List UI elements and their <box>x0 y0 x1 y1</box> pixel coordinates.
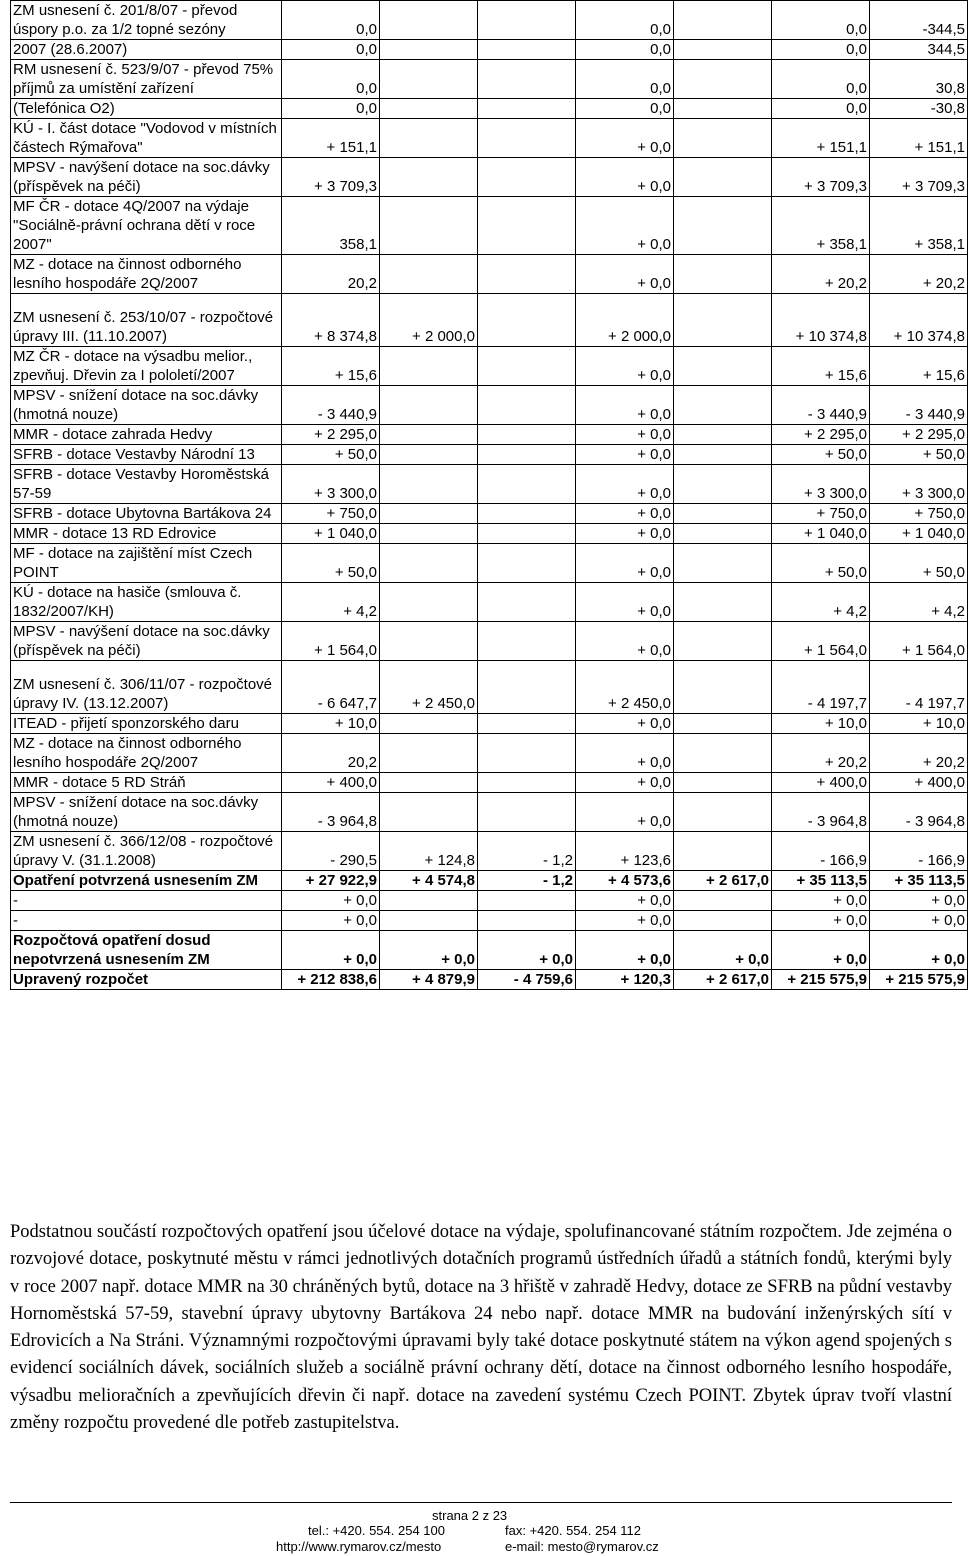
table-row <box>11 832 968 871</box>
value-cell: + 3 709,3 <box>870 158 968 197</box>
value-cell <box>478 445 576 465</box>
value-cell <box>380 583 478 622</box>
table-row <box>11 386 968 425</box>
value-cell: + 1 040,0 <box>282 524 380 544</box>
value-cell <box>674 661 772 714</box>
row-label-cell: MZ ČR - dotace na výsadbu melior., zpevňuj. Dřevin za I pololetí/2007 <box>11 347 282 386</box>
row-label-cell: MMR - dotace 5 RD Stráň <box>11 773 282 793</box>
value-cell: - 4 197,7 <box>772 661 870 714</box>
value-cell <box>380 911 478 931</box>
table-row <box>11 583 968 622</box>
value-cell: 0,0 <box>282 1 380 40</box>
row-label-cell: KÚ - dotace na hasiče (smlouva č. 1832/2007/KH) <box>11 583 282 622</box>
value-cell: 20,2 <box>282 734 380 773</box>
value-cell: + 4 879,9 <box>380 970 478 990</box>
value-cell <box>478 1 576 40</box>
value-cell: + 15,6 <box>870 347 968 386</box>
value-cell: 0,0 <box>576 99 674 119</box>
table-row <box>11 40 968 60</box>
table-row <box>11 911 968 931</box>
value-cell: 0,0 <box>576 1 674 40</box>
table-row <box>11 871 968 891</box>
value-cell: + 0,0 <box>576 734 674 773</box>
row-label-cell: 2007 (28.6.2007) <box>11 40 282 60</box>
value-cell: + 0,0 <box>772 891 870 911</box>
value-cell: + 20,2 <box>870 255 968 294</box>
value-cell: + 20,2 <box>772 734 870 773</box>
value-cell <box>380 524 478 544</box>
value-cell <box>380 119 478 158</box>
value-cell <box>674 891 772 911</box>
table-row <box>11 714 968 734</box>
row-label-cell: MPSV - navýšení dotace na soc.dávky (příspěvek na péči) <box>11 158 282 197</box>
value-cell <box>674 445 772 465</box>
value-cell: 0,0 <box>772 1 870 40</box>
value-cell <box>674 583 772 622</box>
value-cell: + 0,0 <box>576 386 674 425</box>
value-cell <box>380 773 478 793</box>
value-cell <box>674 197 772 255</box>
value-cell: + 50,0 <box>870 544 968 583</box>
value-cell: + 4,2 <box>282 583 380 622</box>
value-cell <box>478 465 576 504</box>
value-cell <box>478 544 576 583</box>
value-cell <box>380 386 478 425</box>
value-cell <box>674 255 772 294</box>
value-cell: + 35 113,5 <box>870 871 968 891</box>
value-cell: + 2 295,0 <box>772 425 870 445</box>
value-cell: + 10,0 <box>282 714 380 734</box>
value-cell: 0,0 <box>576 60 674 99</box>
row-label-cell: ZM usnesení č. 253/10/07 - rozpočtové úpravy III. (11.10.2007) <box>11 294 282 347</box>
table-row <box>11 99 968 119</box>
value-cell <box>380 347 478 386</box>
value-cell: + 50,0 <box>282 544 380 583</box>
value-cell: + 0,0 <box>576 158 674 197</box>
value-cell <box>674 347 772 386</box>
value-cell <box>674 544 772 583</box>
value-cell: - 6 647,7 <box>282 661 380 714</box>
value-cell: + 0,0 <box>576 891 674 911</box>
value-cell: + 10 374,8 <box>772 294 870 347</box>
value-cell <box>478 524 576 544</box>
value-cell <box>380 425 478 445</box>
value-cell: + 0,0 <box>380 931 478 970</box>
value-cell <box>380 793 478 832</box>
value-cell: + 1 040,0 <box>870 524 968 544</box>
value-cell: + 0,0 <box>576 524 674 544</box>
table-row <box>11 891 968 911</box>
table-row <box>11 622 968 661</box>
value-cell: + 400,0 <box>870 773 968 793</box>
value-cell: - 166,9 <box>870 832 968 871</box>
value-cell <box>478 773 576 793</box>
table-row <box>11 504 968 524</box>
value-cell: + 151,1 <box>282 119 380 158</box>
value-cell <box>380 255 478 294</box>
value-cell: + 2 450,0 <box>576 661 674 714</box>
value-cell: 0,0 <box>282 99 380 119</box>
value-cell: + 0,0 <box>576 445 674 465</box>
value-cell: + 3 709,3 <box>772 158 870 197</box>
value-cell: + 10,0 <box>772 714 870 734</box>
value-cell: + 358,1 <box>772 197 870 255</box>
value-cell <box>478 622 576 661</box>
value-cell: + 750,0 <box>870 504 968 524</box>
value-cell: + 2 295,0 <box>870 425 968 445</box>
row-label-cell: ITEAD - přijetí sponzorského daru <box>11 714 282 734</box>
value-cell <box>478 661 576 714</box>
value-cell: + 4,2 <box>772 583 870 622</box>
value-cell <box>478 347 576 386</box>
value-cell: + 212 838,6 <box>282 970 380 990</box>
value-cell <box>478 714 576 734</box>
table-row <box>11 60 968 99</box>
footer-email-link[interactable]: e-mail: mesto@rymarov.cz <box>505 1539 659 1554</box>
row-label-cell: MF - dotace na zajištění míst Czech POINT <box>11 544 282 583</box>
value-cell <box>674 714 772 734</box>
value-cell: + 215 575,9 <box>772 970 870 990</box>
value-cell: + 3 300,0 <box>870 465 968 504</box>
value-cell <box>674 99 772 119</box>
value-cell: - 3 440,9 <box>282 386 380 425</box>
value-cell: 0,0 <box>282 40 380 60</box>
value-cell: - 166,9 <box>772 832 870 871</box>
value-cell <box>380 1 478 40</box>
table-row <box>11 445 968 465</box>
value-cell <box>478 583 576 622</box>
value-cell: 30,8 <box>870 60 968 99</box>
table-row <box>11 970 968 990</box>
value-cell <box>674 793 772 832</box>
value-cell: + 0,0 <box>576 622 674 661</box>
value-cell: -30,8 <box>870 99 968 119</box>
value-cell: + 0,0 <box>576 583 674 622</box>
value-cell <box>478 294 576 347</box>
value-cell: + 3 300,0 <box>772 465 870 504</box>
value-cell: - 4 197,7 <box>870 661 968 714</box>
value-cell: - 290,5 <box>282 832 380 871</box>
table-row <box>11 734 968 773</box>
page-number: strana 2 z 23 <box>432 1508 508 1523</box>
table-row <box>11 294 968 347</box>
row-label-cell: ZM usnesení č. 366/12/08 - rozpočtové úpravy V. (31.1.2008) <box>11 832 282 871</box>
table-row <box>11 661 968 714</box>
value-cell <box>380 197 478 255</box>
value-cell: 0,0 <box>576 40 674 60</box>
value-cell: + 50,0 <box>772 445 870 465</box>
value-cell <box>674 465 772 504</box>
value-cell <box>478 158 576 197</box>
value-cell: 344,5 <box>870 40 968 60</box>
value-cell <box>478 119 576 158</box>
row-label-cell: KÚ - I. část dotace "Vodovod v místních částech Rýmařova" <box>11 119 282 158</box>
value-cell: + 20,2 <box>772 255 870 294</box>
footer-rule <box>10 1502 952 1503</box>
value-cell <box>478 197 576 255</box>
value-cell <box>674 119 772 158</box>
budget-table <box>10 0 968 990</box>
footer-fax: fax: +420. 554. 254 112 <box>505 1523 642 1538</box>
footer-phone: tel.: +420. 554. 254 100 <box>308 1523 445 1538</box>
value-cell: + 0,0 <box>576 197 674 255</box>
value-cell <box>380 734 478 773</box>
table-row <box>11 158 968 197</box>
value-cell: + 0,0 <box>576 255 674 294</box>
value-cell: + 50,0 <box>282 445 380 465</box>
row-label-cell: ZM usnesení č. 201/8/07 - převod úspory p.o. za 1/2 topné sezóny <box>11 1 282 40</box>
value-cell: + 0,0 <box>576 347 674 386</box>
value-cell: 0,0 <box>282 60 380 99</box>
value-cell: + 0,0 <box>282 911 380 931</box>
table-row <box>11 347 968 386</box>
value-cell: + 15,6 <box>282 347 380 386</box>
row-label-cell: MPSV - snížení dotace na soc.dávky (hmotná nouze) <box>11 793 282 832</box>
row-label-cell: Upravený rozpočet <box>11 970 282 990</box>
value-cell <box>674 294 772 347</box>
value-cell <box>380 891 478 911</box>
value-cell: - 3 440,9 <box>772 386 870 425</box>
value-cell <box>674 386 772 425</box>
row-label-cell: Rozpočtová opatření dosud nepotvrzená usnesením ZM <box>11 931 282 970</box>
value-cell: - 1,2 <box>478 832 576 871</box>
row-label-cell: MMR - dotace zahrada Hedvy <box>11 425 282 445</box>
value-cell: + 2 295,0 <box>282 425 380 445</box>
body-paragraph: Podstatnou součástí rozpočtových opatření jsou účelové dotace na výdaje, spolufinancované státním rozpočtem. Jde zejména o rozvojové dotace, poskytnuté městu v rámci jednotlivých dotačních programů ústředních úřadů a státních fondů, kterými byly v roce 2007 např. dotace MMR na 30 chráněných bytů, dotace na 3 hřiště v zahradě Hedvy, dotace ze SFRB na půdní vestavby Hornoměstská 57-59, stavební úpravy ubytovny Bartákova 24 nebo např. dotace MMR na budování inženýrských sítí v Edrovicích a Na Stráni. Významnými rozpočtovými úpravami byly také dotace poskytnuté státem na výkon agend spojených s evidencí sociálních dávek, sociálních služeb a sociálně právní ochrany dětí, dotace na činnost odborného lesního hospodáře, výsadbu melioračních a zpevňujících dřevin či např. dotace na zavedení systému Czech POINT. Zbytek úprav tvoří vlastní změny rozpočtu provedené dle potřeb zastupitelstva. <box>10 1222 952 1434</box>
value-cell: + 0,0 <box>576 911 674 931</box>
value-cell <box>478 99 576 119</box>
table-row <box>11 425 968 445</box>
value-cell: + 2 000,0 <box>576 294 674 347</box>
value-cell: + 750,0 <box>282 504 380 524</box>
value-cell: + 1 564,0 <box>870 622 968 661</box>
value-cell <box>478 255 576 294</box>
value-cell <box>380 544 478 583</box>
table-row <box>11 793 968 832</box>
value-cell <box>674 773 772 793</box>
value-cell <box>674 622 772 661</box>
table-row <box>11 544 968 583</box>
value-cell <box>674 911 772 931</box>
value-cell: + 0,0 <box>478 931 576 970</box>
value-cell: + 0,0 <box>772 931 870 970</box>
value-cell: 0,0 <box>772 99 870 119</box>
value-cell <box>380 714 478 734</box>
value-cell: - 3 964,8 <box>282 793 380 832</box>
row-label-cell: Opatření potvrzená usnesením ZM <box>11 871 282 891</box>
row-label-cell: - <box>11 911 282 931</box>
value-cell: + 0,0 <box>576 119 674 158</box>
value-cell <box>478 793 576 832</box>
value-cell: + 750,0 <box>772 504 870 524</box>
table-row <box>11 773 968 793</box>
value-cell: + 15,6 <box>772 347 870 386</box>
value-cell <box>380 445 478 465</box>
value-cell <box>478 504 576 524</box>
value-cell: + 20,2 <box>870 734 968 773</box>
value-cell: - 3 964,8 <box>870 793 968 832</box>
row-label-cell: (Telefónica O2) <box>11 99 282 119</box>
table-row <box>11 1 968 40</box>
row-label-cell: SFRB - dotace Vestavby Horoměstská 57-59 <box>11 465 282 504</box>
row-label-cell: ZM usnesení č. 306/11/07 - rozpočtové úpravy IV. (13.12.2007) <box>11 661 282 714</box>
table-row <box>11 119 968 158</box>
value-cell: + 0,0 <box>870 911 968 931</box>
value-cell: + 2 000,0 <box>380 294 478 347</box>
value-cell: + 35 113,5 <box>772 871 870 891</box>
table-row <box>11 255 968 294</box>
value-cell: + 1 564,0 <box>282 622 380 661</box>
value-cell <box>478 425 576 445</box>
table-row <box>11 197 968 255</box>
value-cell: + 0,0 <box>870 891 968 911</box>
value-cell: + 0,0 <box>674 931 772 970</box>
value-cell: + 2 617,0 <box>674 871 772 891</box>
value-cell: 20,2 <box>282 255 380 294</box>
value-cell <box>674 1 772 40</box>
value-cell: + 2 450,0 <box>380 661 478 714</box>
value-cell: + 3 300,0 <box>282 465 380 504</box>
value-cell: + 3 709,3 <box>282 158 380 197</box>
value-cell <box>380 60 478 99</box>
value-cell <box>478 386 576 425</box>
value-cell <box>674 40 772 60</box>
value-cell <box>674 504 772 524</box>
value-cell: + 0,0 <box>576 714 674 734</box>
value-cell: + 215 575,9 <box>870 970 968 990</box>
value-cell: 0,0 <box>772 40 870 60</box>
value-cell <box>478 40 576 60</box>
value-cell <box>380 40 478 60</box>
value-cell: 0,0 <box>772 60 870 99</box>
table-body <box>11 1 968 990</box>
value-cell: -344,5 <box>870 1 968 40</box>
value-cell: - 1,2 <box>478 871 576 891</box>
value-cell: + 400,0 <box>772 773 870 793</box>
value-cell: + 0,0 <box>576 931 674 970</box>
row-label-cell: SFRB - dotace Ubytovna Bartákova 24 <box>11 504 282 524</box>
row-label-cell: MZ - dotace na činnost odborného lesního hospodáře 2Q/2007 <box>11 255 282 294</box>
value-cell <box>674 158 772 197</box>
value-cell <box>380 622 478 661</box>
value-cell: + 151,1 <box>772 119 870 158</box>
value-cell <box>478 891 576 911</box>
value-cell: + 0,0 <box>870 931 968 970</box>
value-cell: - 3 964,8 <box>772 793 870 832</box>
value-cell <box>674 832 772 871</box>
value-cell <box>380 99 478 119</box>
value-cell: + 1 564,0 <box>772 622 870 661</box>
value-cell: + 0,0 <box>576 773 674 793</box>
table-row <box>11 465 968 504</box>
value-cell <box>380 504 478 524</box>
value-cell: + 4 574,8 <box>380 871 478 891</box>
value-cell <box>478 60 576 99</box>
value-cell: 358,1 <box>282 197 380 255</box>
value-cell <box>380 465 478 504</box>
table-row <box>11 931 968 970</box>
value-cell: + 4 573,6 <box>576 871 674 891</box>
row-label-cell: MPSV - snížení dotace na soc.dávky (hmotná nouze) <box>11 386 282 425</box>
value-cell <box>478 911 576 931</box>
value-cell: + 10,0 <box>870 714 968 734</box>
value-cell: + 50,0 <box>772 544 870 583</box>
value-cell: + 0,0 <box>576 544 674 583</box>
value-cell: + 10 374,8 <box>870 294 968 347</box>
value-cell: + 358,1 <box>870 197 968 255</box>
value-cell: + 0,0 <box>576 465 674 504</box>
value-cell <box>674 425 772 445</box>
footer-website-link[interactable]: http://www.rymarov.cz/mesto <box>276 1539 442 1554</box>
row-label-cell: MPSV - navýšení dotace na soc.dávky (příspěvek na péči) <box>11 622 282 661</box>
value-cell <box>674 60 772 99</box>
value-cell: + 0,0 <box>772 911 870 931</box>
value-cell: + 0,0 <box>576 793 674 832</box>
table-row <box>11 524 968 544</box>
row-label-cell: - <box>11 891 282 911</box>
value-cell: + 124,8 <box>380 832 478 871</box>
value-cell <box>674 524 772 544</box>
value-cell: + 0,0 <box>282 891 380 911</box>
value-cell <box>674 734 772 773</box>
value-cell: - 4 759,6 <box>478 970 576 990</box>
row-label-cell: MMR - dotace 13 RD Edrovice <box>11 524 282 544</box>
value-cell: - 3 440,9 <box>870 386 968 425</box>
value-cell: + 120,3 <box>576 970 674 990</box>
value-cell: + 0,0 <box>576 504 674 524</box>
value-cell: + 0,0 <box>576 425 674 445</box>
row-label-cell: MF ČR - dotace 4Q/2007 na výdaje "Sociálně-právní ochrana dětí v roce 2007" <box>11 197 282 255</box>
row-label-cell: SFRB - dotace Vestavby Národní 13 <box>11 445 282 465</box>
row-label-cell: RM usnesení č. 523/9/07 - převod 75% příjmů za umístění zařízení <box>11 60 282 99</box>
value-cell: + 0,0 <box>282 931 380 970</box>
row-label-cell: MZ - dotace na činnost odborného lesního hospodáře 2Q/2007 <box>11 734 282 773</box>
value-cell: + 8 374,8 <box>282 294 380 347</box>
value-cell <box>478 734 576 773</box>
value-cell <box>380 158 478 197</box>
value-cell: + 1 040,0 <box>772 524 870 544</box>
value-cell: + 400,0 <box>282 773 380 793</box>
value-cell: + 50,0 <box>870 445 968 465</box>
value-cell: + 2 617,0 <box>674 970 772 990</box>
value-cell: + 151,1 <box>870 119 968 158</box>
value-cell: + 27 922,9 <box>282 871 380 891</box>
value-cell: + 123,6 <box>576 832 674 871</box>
value-cell: + 4,2 <box>870 583 968 622</box>
